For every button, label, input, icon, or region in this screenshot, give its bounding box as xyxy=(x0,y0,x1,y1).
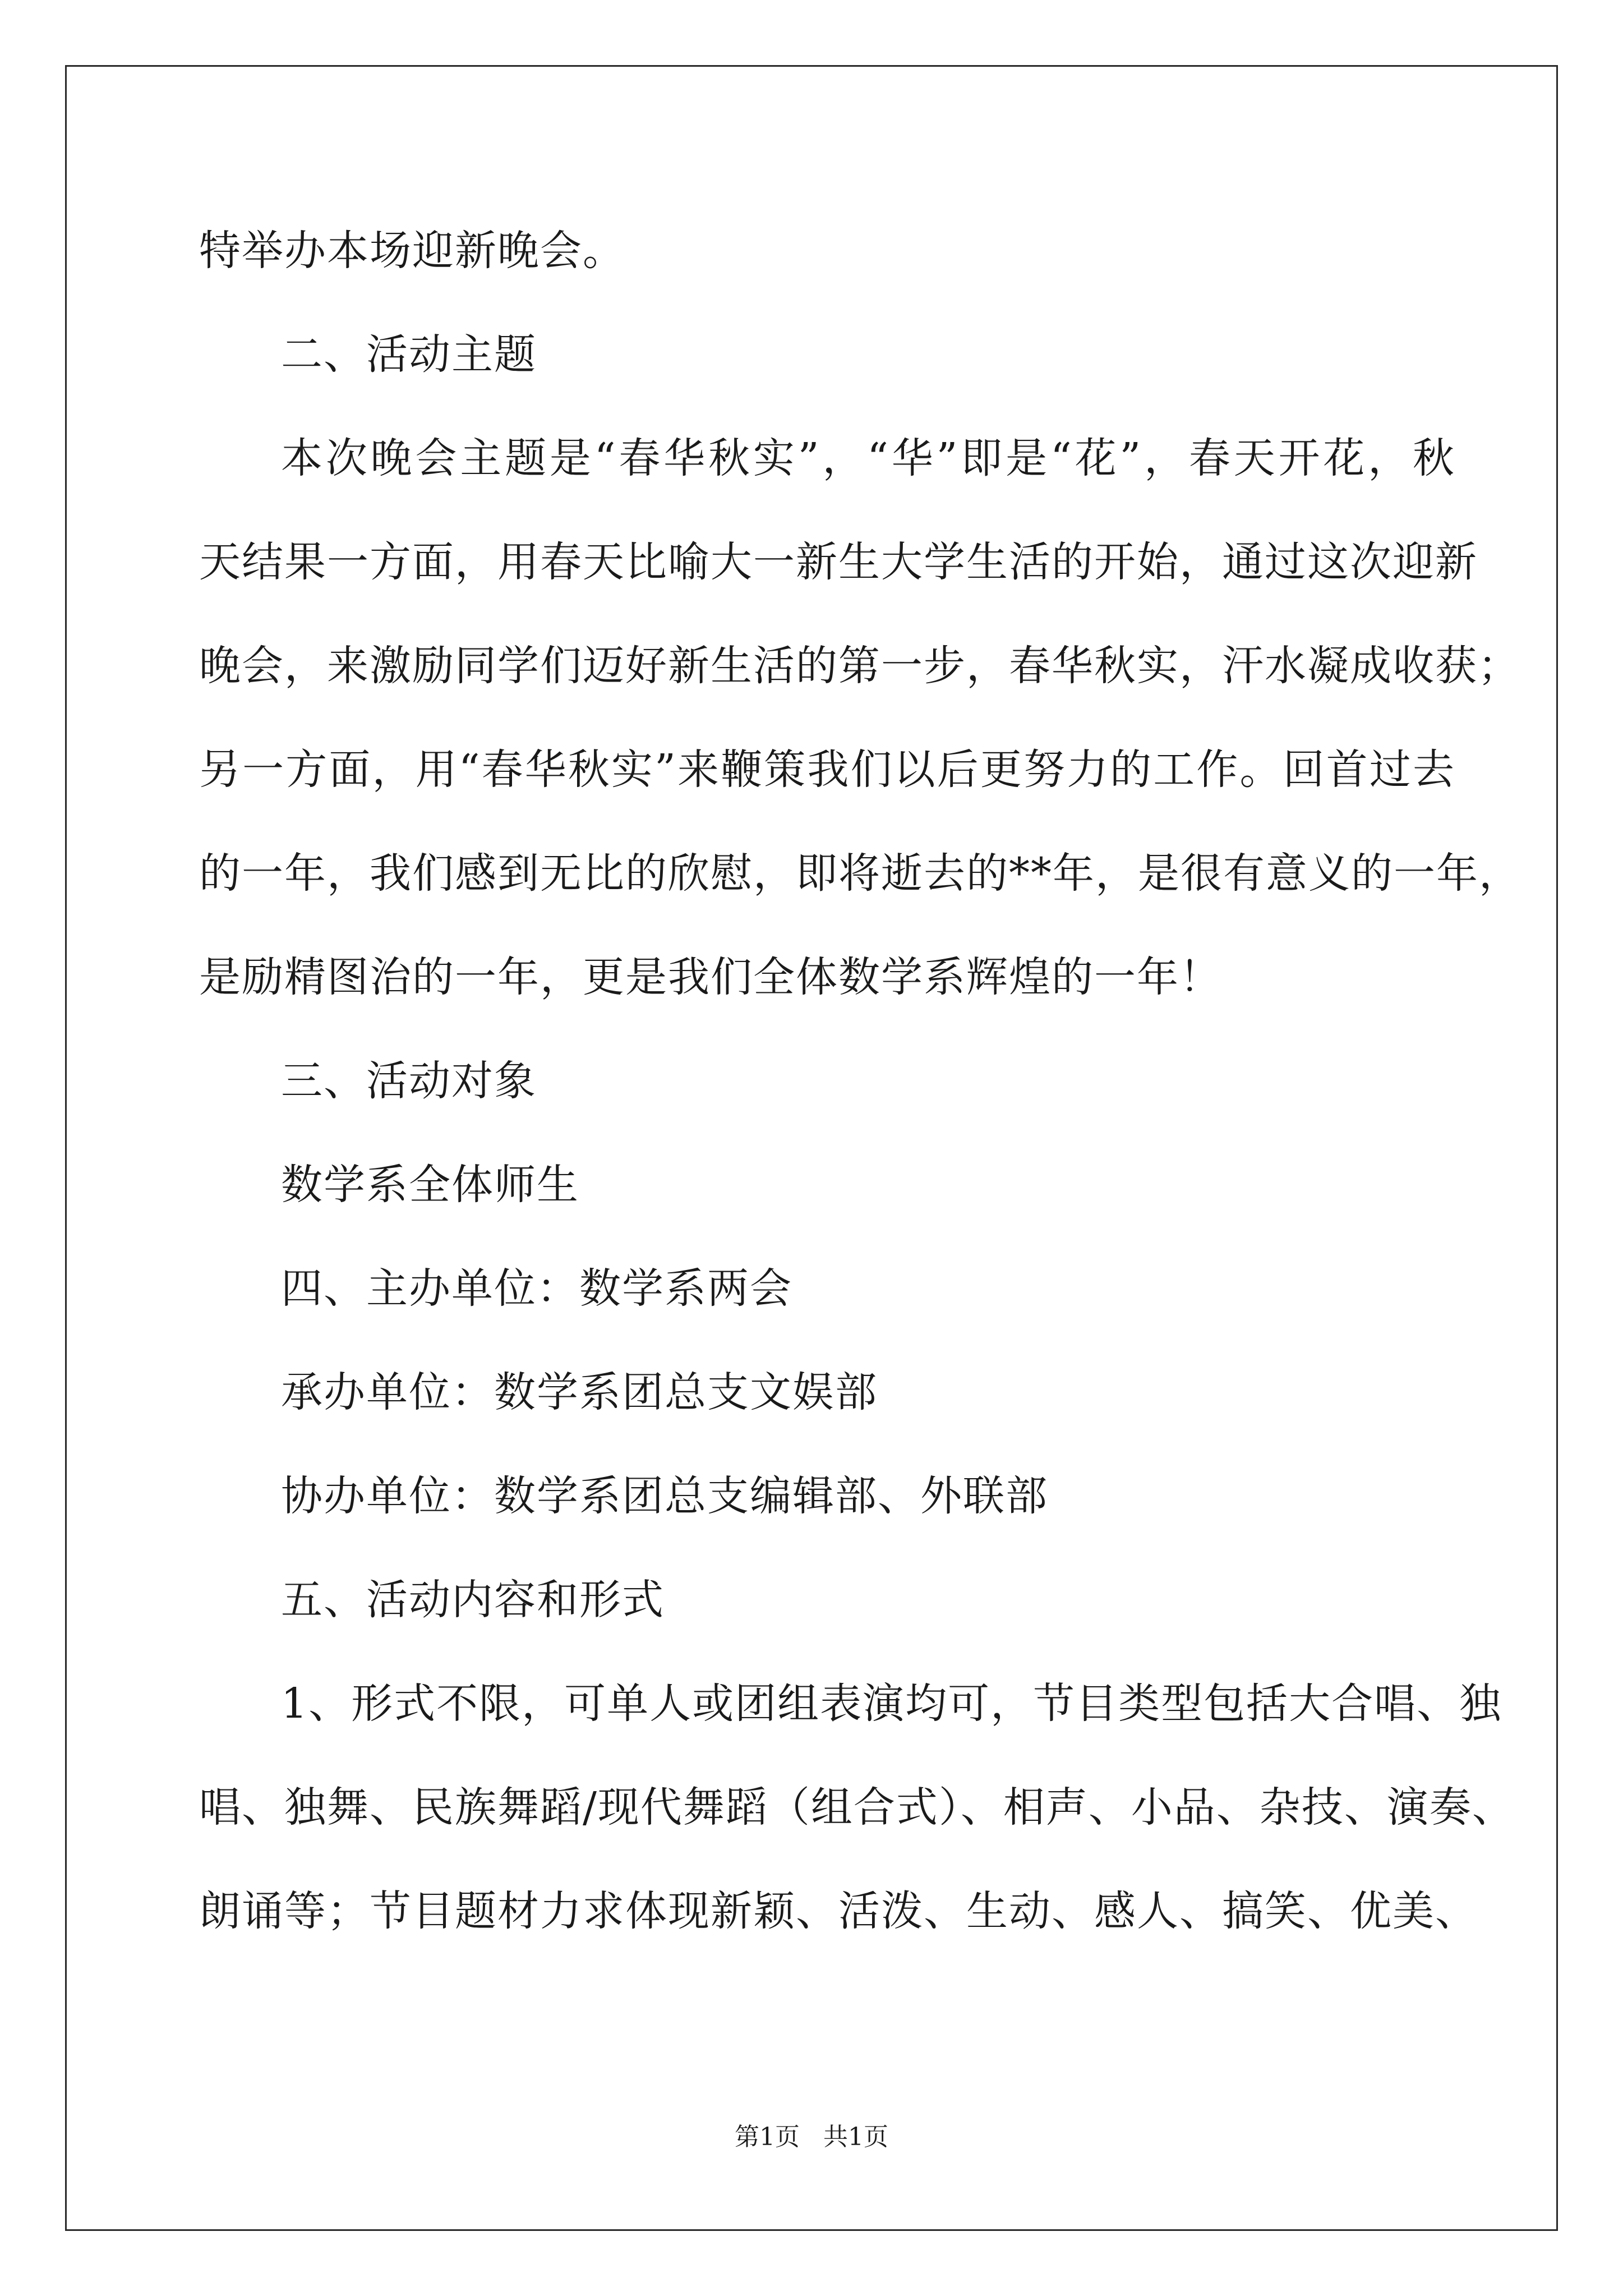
paragraph-line: 是励精图治的一年，更是我们全体数学系辉煌的一年！ xyxy=(199,953,1222,1001)
paragraph-line: 本次晚会主题是“春华秋实”，“华”即是“花”，春天开花，秋 xyxy=(281,434,1455,482)
paragraph-line: 1、形式不限，可单人或团组表演均可，节目类型包括大合唱、独 xyxy=(281,1680,1502,1728)
text-line: 承办单位：数学系团总支文娱部 xyxy=(281,1368,878,1416)
text-line: 特举办本场迎新晚会。 xyxy=(199,227,625,275)
paragraph-line: 另一方面，用“春华秋实”来鞭策我们以后更努力的工作。回首过去 xyxy=(199,746,1455,794)
paragraph-line: 朗诵等；节目题材力求体现新颖、活泼、生动、感人、搞笑、优美、 xyxy=(199,1887,1478,1935)
section-heading: 四、主办单位：数学系两会 xyxy=(281,1264,792,1313)
section-heading: 三、活动对象 xyxy=(281,1057,537,1105)
paragraph-line: 唱、独舞、民族舞蹈/现代舞蹈（组合式）、相声、小品、杂技、演奏、 xyxy=(199,1783,1515,1832)
text-line: 数学系全体师生 xyxy=(281,1161,579,1209)
text-line: 协办单位：数学系团总支编辑部、外联部 xyxy=(281,1472,1048,1520)
section-heading: 五、活动内容和形式 xyxy=(281,1576,665,1624)
page-footer: 第1页 共1页 xyxy=(735,2123,888,2151)
paragraph-line: 的一年，我们感到无比的欣慰，即将逝去的**年，是很有意义的一年， xyxy=(199,849,1521,898)
section-heading: 二、活动主题 xyxy=(281,330,537,379)
paragraph-line: 晚会，来激励同学们迈好新生活的第一步，春华秋实，汗水凝成收获； xyxy=(199,642,1520,690)
paragraph-line: 天结果一方面，用春天比喻大一新生大学生活的开始，通过这次迎新 xyxy=(199,538,1478,586)
